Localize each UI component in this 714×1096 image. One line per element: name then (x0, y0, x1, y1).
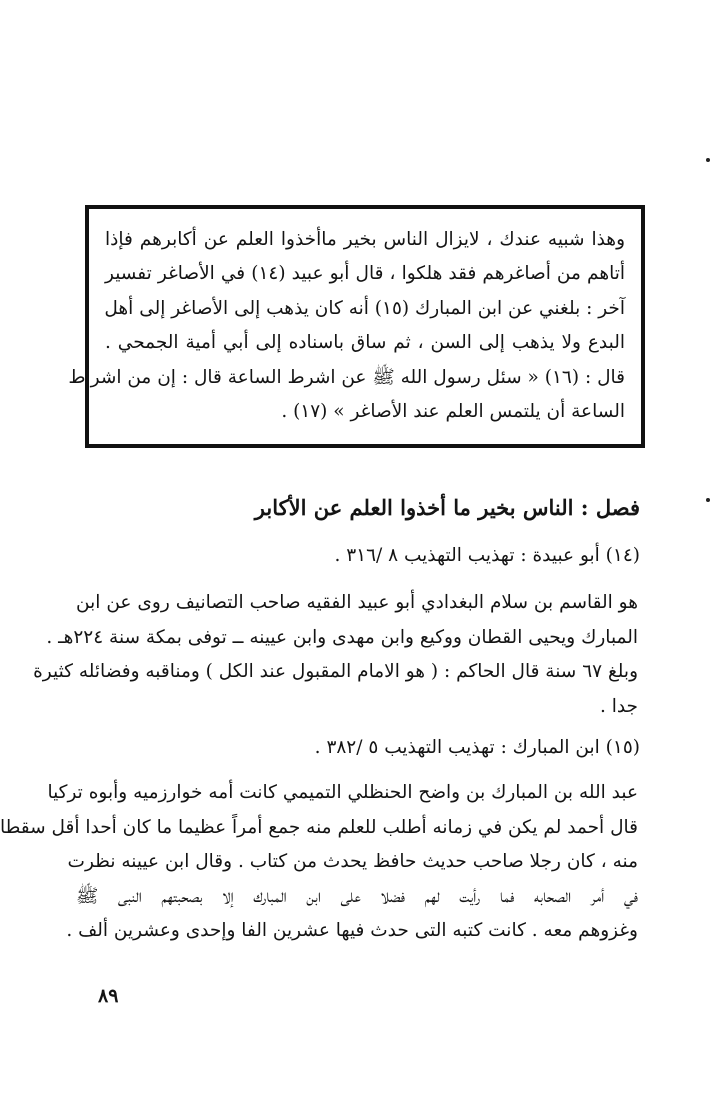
box-line: أتاهم من أصاغرهم فقد هلكوا ، قال أبو عبيد (١٤) في الأصاغر تفسير (105, 263, 625, 285)
footnote-14-heading: (١٤) أبو عبيدة : تهذيب التهذيب ٨ /٣١٦ . (334, 545, 640, 566)
section-heading: فصل : الناس بخير ما أخذوا العلم عن الأكابر (254, 495, 640, 520)
box-line: قال : (١٦) « سئل رسول الله ﷺ عن اشرط الساعة قال : إن من اشراط (68, 366, 625, 388)
footnote-line: وبلغ ٦٧ سنة قال الحاكم : ( هو الامام المقبول عند الكل ) ومناقبه وفضائله كثيرة (33, 661, 638, 682)
footnote-line: قال أحمد لم يكن في زمانه أطلب للعلم منه جمع أمراً عظيما ما كان أحدا أقل سقطا (0, 816, 638, 838)
page-number: ٨٩ (98, 985, 119, 1007)
footnote-line: جدا . (599, 695, 638, 717)
footnote-line: هو القاسم بن سلام البغدادي أبو عبيد الفقيه صاحب التصانيف روى عن ابن (76, 592, 638, 613)
quoted-text-box (68, 205, 645, 448)
footnote-line: في أمر الصحابه فما رأيت لهم فضلا على ابن المبارك إلا بصحبتهم النبى ﷺ (76, 885, 638, 907)
footnote-line: المبارك ويحيى القطان ووكيع وابن مهدى وابن عيينه ــ توفى بمكة سنة ٢٢٤هـ . (46, 626, 638, 648)
footnote-14-body (33, 586, 638, 724)
box-line: الساعة أن يلتمس العلم عند الأصاغر » (١٧) . (281, 401, 625, 423)
footnote-15-body (0, 776, 638, 949)
footnote-15-heading: (١٥) ابن المبارك : تهذيب التهذيب ٥ /٣٨٢ . (314, 737, 640, 758)
footnote-line: منه ، كان رجلا صاحب حديث حافظ يحدث من كتاب . وقال ابن عيينه نظرت (67, 851, 638, 872)
footnote-line: وغزوهم معه . كانت كتبه التى حدث فيها عشرين الفا وإحدى وعشرين ألف . (66, 920, 638, 941)
footnote-line: عبد الله بن المبارك بن واضح الحنظلي التميمي كانت أمه خوارزميه وأبوه تركيا (47, 782, 638, 803)
box-line: آخر : بلغني عن ابن المبارك (١٥) أنه كان يذهب إلى الأصاغر إلى أهل (104, 297, 625, 319)
scan-speck (706, 498, 710, 502)
box-line: البدع ولا يذهب إلى السن ، ثم ساق باسناده إلى أبي أمية الجمحي . (105, 332, 625, 354)
scan-speck (706, 158, 710, 162)
box-line: وهذا شبيه عندك ، لايزال الناس بخير ماأخذوا العلم عن أكابرهم فإذا (105, 229, 625, 250)
